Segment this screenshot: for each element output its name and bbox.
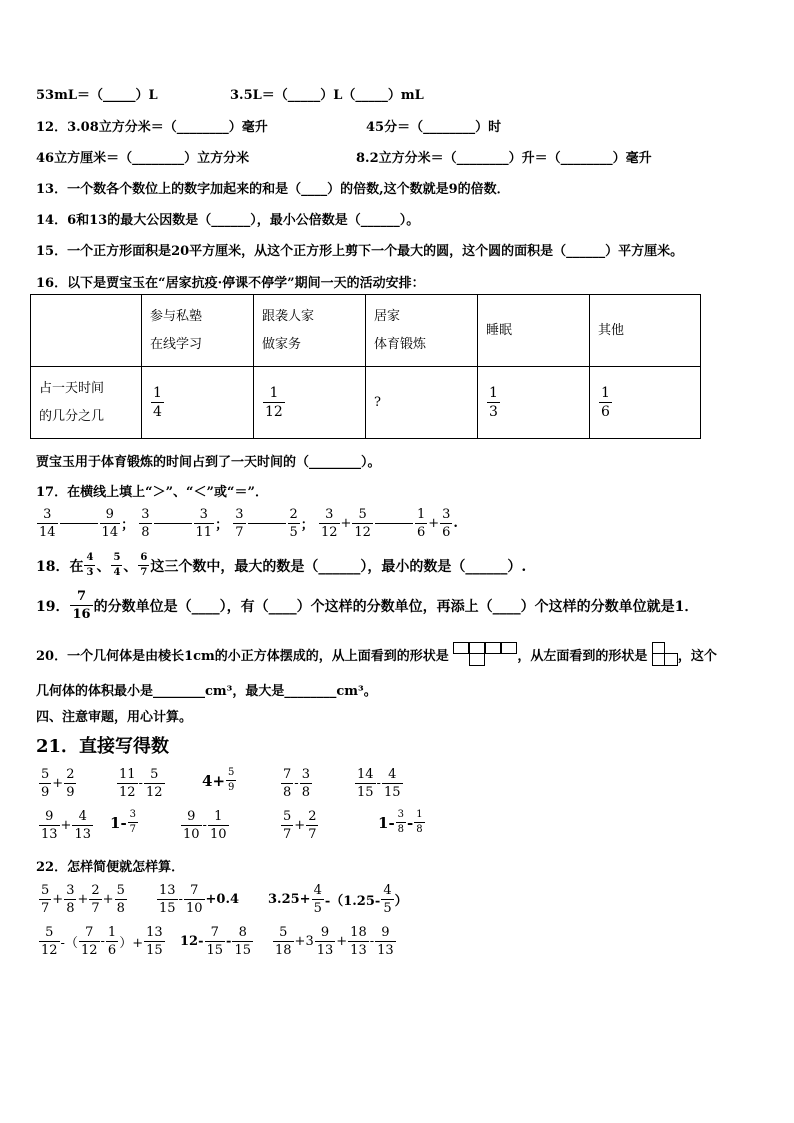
answer-blank[interactable] xyxy=(154,523,192,524)
q15-text: 15．一个正方形面积是20平方厘米，从这个正方形上剪下一个最大的圆，这个圆的面积是（______）平方厘米。 xyxy=(36,244,684,259)
fraction: $\frac{2}{7}$ xyxy=(308,809,317,842)
fraction: $\frac{8}{15}$ xyxy=(234,925,251,958)
q14-text: 14．6和13的最大公因数是（______），最小公倍数是（______）。 xyxy=(36,213,420,228)
fraction: $\frac{3}{7}$ xyxy=(129,809,137,835)
answer-blank[interactable] xyxy=(375,523,413,524)
fraction: $\frac{3}{8}$ xyxy=(301,767,310,800)
fraction: $\frac{13}{15}$ xyxy=(146,925,163,958)
fraction: $\frac{5}{7}$ xyxy=(41,883,50,916)
fraction: $\frac{3}{6}$ xyxy=(442,507,451,540)
q22-r1-e1: $\frac{5}{7}$ + $\frac{3}{8}$ + $\frac{2}{7}$ + $\frac{5}{8}$ xyxy=(41,883,125,916)
q17-expressions: $\frac{3}{14}$ $\frac{9}{14}$ ； $\frac{3}{8}$ $\frac{3}{11}$ ； $\frac{3}{7}$ $\frac{2}{5}$ ； $\frac{3}{12}$ + $\frac{5}{12}$ $\frac{1}{6}$ + $\frac{3}{6}$ . xyxy=(39,507,458,540)
fraction: $\frac{3}{8}$ xyxy=(141,507,150,540)
fraction: $\frac{5}{12}$ xyxy=(145,767,163,800)
q16-value-exercise xyxy=(366,367,478,439)
section-four-title: 四、注意审题，用心计算。 xyxy=(36,710,193,725)
fraction: $\frac{4}{15}$ xyxy=(383,767,401,800)
q21-row1-e2: $\frac{11}{12}$ - $\frac{5}{12}$ xyxy=(119,767,163,800)
q21-row2-e2: 1- $\frac{3}{7}$ xyxy=(110,809,137,835)
fraction: $\frac{4}{3}$ xyxy=(86,552,94,578)
fraction: $\frac{4}{5}$ xyxy=(383,883,392,916)
fraction: $\frac{9}{10}$ xyxy=(183,809,200,842)
q12-d: 8.2立方分米＝（________）升＝（________）毫升 xyxy=(356,151,652,166)
fraction: $\frac{5}{8}$ xyxy=(116,883,125,916)
q21-row2-e1: $\frac{9}{13}$ + $\frac{4}{13}$ xyxy=(41,809,91,842)
fraction: $\frac{6}{7}$ xyxy=(140,552,148,578)
fraction: $\frac{5}{4}$ xyxy=(113,552,121,578)
fraction: $\frac{1}{4}$ xyxy=(153,385,162,420)
q16-header-text: 在线学习 xyxy=(150,336,203,352)
q16-header-text: 参与私塾 xyxy=(150,308,203,324)
q16-row-label-text: 占一天时间 xyxy=(39,380,105,396)
q16-header-text: 做家务 xyxy=(262,336,302,352)
q21-row2-e3: $\frac{9}{10}$ - $\frac{1}{10}$ xyxy=(183,809,227,842)
q11-right: 3.5L＝（_____）L（_____）mL xyxy=(230,88,424,103)
fraction: $\frac{7}{15}$ xyxy=(206,925,224,958)
q22-r1-e2: $\frac{13}{15}$ - $\frac{7}{10}$ +0.4 xyxy=(159,883,240,916)
fraction: $\frac{1}{6}$ xyxy=(107,925,117,958)
fraction: $\frac{1}{10}$ xyxy=(209,809,227,842)
answer-blank[interactable] xyxy=(60,523,98,524)
q16-header-other xyxy=(590,295,701,367)
q12-c: 46立方厘米＝（________）立方分米 xyxy=(36,151,250,166)
fraction: $\frac{5}{12}$ xyxy=(41,925,58,958)
q21-row1-e4: $\frac{7}{8}$ - $\frac{3}{8}$ xyxy=(283,767,310,800)
fraction: $\frac{9}{14}$ xyxy=(101,507,119,540)
fraction: $\frac{9}{13}$ xyxy=(377,925,394,958)
q16-value-row xyxy=(31,367,701,439)
fraction: $\frac{3}{12}$ xyxy=(320,507,338,540)
q16-value-study xyxy=(142,367,254,439)
q20-line2: 几何体的体积最小是________cm³，最大是________cm³。 xyxy=(36,684,377,699)
fraction: $\frac{7}{16}$ xyxy=(72,589,91,622)
q16-unknown: ? xyxy=(374,394,381,410)
fraction: $\frac{2}{9}$ xyxy=(66,767,75,800)
q22-title: 22．怎样简便就怎样算． xyxy=(36,860,185,875)
q16-header-exercise xyxy=(366,295,478,367)
fraction: $\frac{1}{6}$ xyxy=(601,385,610,420)
q21-row1-e1: $\frac{5}{9}$ + $\frac{2}{9}$ xyxy=(41,767,75,800)
fraction: $\frac{3}{8}$ xyxy=(66,883,75,916)
q16-header-row xyxy=(31,295,701,367)
q13-text: 13．一个数各个数位上的数字加起来的和是（____）的倍数,这个数就是9的倍数． xyxy=(36,182,510,197)
fraction: $\frac{9}{13}$ xyxy=(41,809,58,842)
q22-r2-e3: $\frac{5}{18}$ +3 $\frac{9}{13}$ + $\frac{18}{13}$ - $\frac{9}{13}$ xyxy=(275,925,394,958)
q16-value-sleep xyxy=(478,367,590,439)
q16-header-chores xyxy=(254,295,366,367)
q16-question: 贾宝玉用于体育锻炼的时间占到了一天时间的（________）。 xyxy=(36,455,381,470)
q22-r2-e2: 12- $\frac{7}{15}$ - $\frac{8}{15}$ xyxy=(180,925,251,958)
fraction: $\frac{7}{8}$ xyxy=(283,767,292,800)
q12-a: 12．3.08立方分米＝（________）毫升 xyxy=(36,120,268,135)
q16-row-label xyxy=(31,367,142,439)
fraction: $\frac{5}{18}$ xyxy=(275,925,292,958)
q16-table xyxy=(30,294,701,439)
q12-b: 45分＝（________）时 xyxy=(366,120,502,135)
q21-row2-e4: $\frac{5}{7}$ + $\frac{2}{7}$ xyxy=(283,809,317,842)
fraction: $\frac{1}{8}$ xyxy=(416,809,423,835)
left-view-shape-icon xyxy=(652,642,678,666)
fraction: $\frac{1}{6}$ xyxy=(416,507,426,540)
q20-line1: 20．一个几何体是由棱长1cm的小正方体摆成的，从上面看到的形状是 ，从左面看到的形状是 ，这个 xyxy=(36,642,717,666)
q18: 18．在 $\frac{4}{3}$ 、 $\frac{5}{4}$ 、 $\frac{6}{7}$ 这三个数中，最大的数是（______），最小的数是（______）. xyxy=(36,552,527,578)
q16-header-study xyxy=(142,295,254,367)
fraction: $\frac{7}{10}$ xyxy=(185,883,203,916)
fraction: $\frac{3}{7}$ xyxy=(235,507,244,540)
q16-header-text: 跟袭人家 xyxy=(262,308,315,324)
q19: 19． $\frac{7}{16}$ 的分数单位是（____），有（____）个这样的分数单位，再添上（____）个这样的分数单位就是1． xyxy=(36,589,699,622)
q11-left: 53mL＝（_____）L xyxy=(36,88,158,103)
fraction: $\frac{2}{7}$ xyxy=(91,883,100,916)
q16-header-text: 体育锻炼 xyxy=(374,336,427,352)
fraction: $\frac{2}{5}$ xyxy=(289,507,298,540)
q16-header-text: 睡眠 xyxy=(486,322,513,338)
fraction: $\frac{18}{13}$ xyxy=(350,925,367,958)
fraction: $\frac{14}{15}$ xyxy=(357,767,374,800)
q22-r1-e3: 3.25+ $\frac{4}{5}$ -（1.25- $\frac{4}{5}$ ） xyxy=(268,883,408,916)
fraction: $\frac{9}{13}$ xyxy=(316,925,334,958)
q16-value-other xyxy=(590,367,701,439)
q16-header-text: 其他 xyxy=(598,322,625,338)
q17-title: 17．在横线上填上“＞”、“＜”或“＝”． xyxy=(36,485,268,500)
q22-r2-e1: $\frac{5}{12}$ -（ $\frac{7}{12}$ - $\frac{1}{6}$ ）+ $\frac{13}{15}$ xyxy=(41,925,163,958)
q21-title: 21．直接写得数 xyxy=(36,736,170,757)
fraction: $\frac{4}{13}$ xyxy=(74,809,91,842)
fraction: $\frac{1}{12}$ xyxy=(265,385,283,420)
top-view-shape-icon xyxy=(453,642,517,666)
answer-blank[interactable] xyxy=(248,523,286,524)
fraction: $\frac{3}{11}$ xyxy=(195,507,213,540)
fraction: $\frac{3}{8}$ xyxy=(397,809,405,835)
q21-row1-e5: $\frac{14}{15}$ - $\frac{4}{15}$ xyxy=(357,767,401,800)
fraction: $\frac{5}{9}$ xyxy=(228,767,235,793)
fraction: $\frac{13}{15}$ xyxy=(159,883,176,916)
fraction: $\frac{4}{5}$ xyxy=(313,883,322,916)
q16-header-text: 居家 xyxy=(374,308,401,324)
fraction: $\frac{5}{7}$ xyxy=(283,809,292,842)
q16-corner-cell xyxy=(31,295,142,367)
q16-header-sleep xyxy=(478,295,590,367)
fraction: $\frac{3}{14}$ xyxy=(39,507,56,540)
q16-value-chores xyxy=(254,367,366,439)
fraction: $\frac{11}{12}$ xyxy=(119,767,136,800)
q21-row1-e3: 4+ $\frac{5}{9}$ xyxy=(202,767,235,793)
fraction: $\frac{1}{3}$ xyxy=(489,385,498,420)
q16-row-label-text: 的几分之几 xyxy=(39,408,105,424)
q16-intro: 16．以下是贾宝玉在“居家抗疫·停课不停学”期间一天的活动安排： xyxy=(36,276,425,291)
fraction: $\frac{5}{12}$ xyxy=(354,507,371,540)
fraction: $\frac{7}{12}$ xyxy=(80,925,98,958)
q21-row2-e5: 1- $\frac{3}{8}$ - $\frac{1}{8}$ xyxy=(378,809,423,835)
fraction: $\frac{5}{9}$ xyxy=(41,767,50,800)
